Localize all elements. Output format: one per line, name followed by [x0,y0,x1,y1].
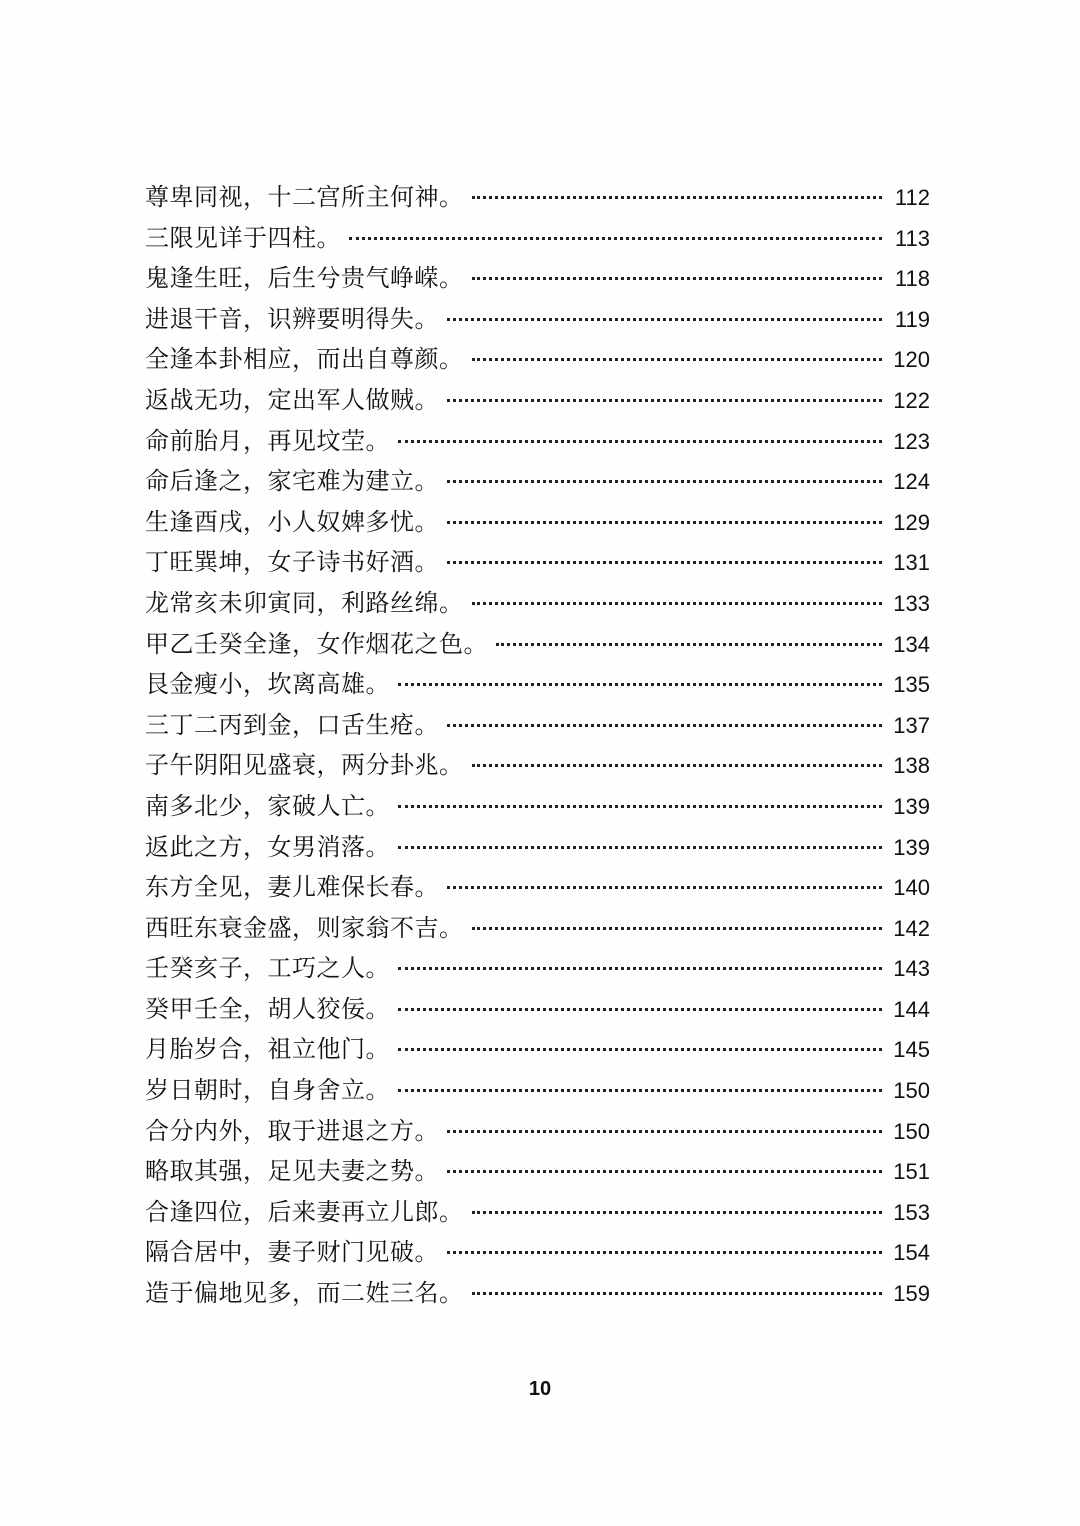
toc-entry-page-number: 138 [893,753,930,779]
dot-leader [447,1250,882,1254]
toc-entry [145,380,930,421]
toc-entry-title: 岁日朝时，自身舍立。 [145,1076,390,1105]
toc-entry-title: 三丁二丙到金，口舌生疮。 [145,710,439,739]
toc-entry [145,948,930,989]
toc-entry-page-number: 150 [893,1078,930,1104]
toc-entry-title: 南多北少，家破人亡。 [145,791,390,820]
toc-entry [145,827,930,868]
dot-leader [398,439,882,443]
dot-leader [472,1210,883,1214]
toc-entry-page-number: 154 [893,1240,930,1266]
toc-entry-page-number: 153 [893,1199,930,1225]
toc-entry-title: 龙常亥未卯寅同，利路丝绵。 [145,588,464,617]
dot-leader [472,601,883,605]
toc-entry [145,1111,930,1152]
toc-entry-title: 尊卑同视，十二宫所主何神。 [145,183,464,211]
toc-entry [145,583,930,624]
toc-entry-page-number: 142 [893,915,930,941]
toc-entry-page-number: 150 [893,1118,930,1144]
toc-entry-title: 鬼逢生旺，后生兮贵气峥嵘。 [145,264,464,293]
toc-entry-title: 生逢酉戌，小人奴婢多忧。 [145,507,439,536]
toc-entry [145,218,930,259]
toc-entry-page-number: 151 [893,1159,930,1185]
toc-entry [145,908,930,949]
toc-entry [145,299,930,340]
toc-entry [145,624,930,665]
dot-leader [472,357,883,361]
toc-entry-title: 癸甲壬全，胡人狡佞。 [145,994,390,1023]
toc-entry [145,421,930,462]
toc-entry-page-number: 137 [893,712,930,738]
toc-entry-title: 隔合居中，妻子财门见破。 [145,1238,439,1267]
toc-entry [145,989,930,1030]
toc-entry-title: 月胎岁合，祖立他门。 [145,1035,390,1064]
toc-entry [145,664,930,705]
toc-entry [145,502,930,543]
dot-leader [447,479,882,483]
toc-entry-title: 全逢本卦相应，而出自尊颜。 [145,345,464,374]
toc-entry-page-number: 124 [893,469,930,495]
dot-leader [398,1088,882,1092]
toc-entry-title: 命前胎月，再见坟茔。 [145,426,390,455]
dot-leader [398,804,882,808]
toc-entry-page-number: 120 [893,347,930,373]
toc-entry-page-number: 133 [893,590,930,616]
dot-leader [496,642,882,646]
toc-entry-title: 壬癸亥子，工巧之人。 [145,954,390,983]
toc-entry [145,461,930,502]
toc-entry-page-number: 122 [893,387,930,413]
toc-entry-title: 甲乙壬癸全逢，女作烟花之色。 [145,629,488,658]
dot-leader [447,317,882,321]
toc-entry-page-number: 134 [893,631,930,657]
toc-entry-page-number: 143 [893,956,930,982]
toc-entry [145,1192,930,1233]
toc-entry [145,258,930,299]
toc-entry-page-number: 131 [893,550,930,576]
toc-entry-page-number: 159 [893,1281,930,1307]
toc-entry-page-number: 140 [893,875,930,901]
toc-entry-page-number: 112 [894,185,930,210]
toc-entry [145,1029,930,1070]
dot-leader [447,398,882,402]
toc-entry-page-number: 145 [893,1037,930,1063]
toc-entry [145,1273,930,1314]
dot-leader [472,195,883,199]
toc-entry-page-number: 113 [894,225,930,251]
page-number: 10 [528,1378,552,1400]
toc-entry-title: 合分内外，取于进退之方。 [145,1116,439,1145]
toc-entry-title: 进退干音，识辨要明得失。 [145,304,439,333]
toc-entry-title: 造于偏地见多，而二姓三名。 [145,1279,464,1308]
toc-entry-page-number: 139 [893,793,930,819]
dot-leader [398,966,882,970]
toc-entry [145,867,930,908]
toc-entry-title: 命后逢之，家宅难为建立。 [145,467,439,496]
toc-entry-title: 东方全见，妻儿难保长春。 [145,873,439,902]
toc-entry-page-number: 123 [893,428,930,454]
dot-leader [472,276,883,280]
toc-entry [145,705,930,746]
toc-entry-title: 返此之方，女男消落。 [145,832,390,861]
toc-entry-page-number: 119 [894,306,930,332]
dot-leader [447,560,882,564]
dot-leader [472,763,883,767]
toc-entry-title: 西旺东衰金盛，则家翁不吉。 [145,913,464,942]
toc-entry [145,1232,930,1273]
dot-leader [447,1169,882,1173]
toc-entry [145,339,930,380]
dot-leader [398,845,882,849]
toc-entry-page-number: 135 [893,672,930,698]
toc-entry-title: 三限见详于四柱。 [145,223,341,252]
toc-entry [145,177,930,218]
toc-entry-title: 艮金瘦小，坎离高雄。 [145,670,390,699]
toc-entry [145,1151,930,1192]
toc-entry-page-number: 144 [893,996,930,1022]
toc-entry-page-number: 118 [894,266,930,292]
dot-leader [398,1007,882,1011]
dot-leader [398,682,882,686]
toc-entry-page-number: 139 [893,834,930,860]
dot-leader [447,1129,882,1133]
toc-entry-title: 略取其强，足见夫妻之势。 [145,1157,439,1186]
dot-leader [472,1291,883,1295]
toc-entry-title: 合逢四位，后来妻再立儿郎。 [145,1197,464,1226]
dot-leader [349,236,882,240]
toc-entry-page-number: 129 [893,509,930,535]
dot-leader [447,885,882,889]
dot-leader [472,926,883,930]
toc-entry [145,786,930,827]
dot-leader [447,723,882,727]
dot-leader [398,1047,882,1051]
toc-entry [145,542,930,583]
toc-entry-title: 返战无功，定出军人做贼。 [145,385,439,414]
toc-entry-title: 子午阴阳见盛衰，两分卦兆。 [145,751,464,780]
table-of-contents [145,177,930,1314]
dot-leader [447,520,882,524]
toc-entry-title: 丁旺巽坤，女子诗书好酒。 [145,548,439,577]
toc-entry [145,745,930,786]
toc-entry [145,1070,930,1111]
